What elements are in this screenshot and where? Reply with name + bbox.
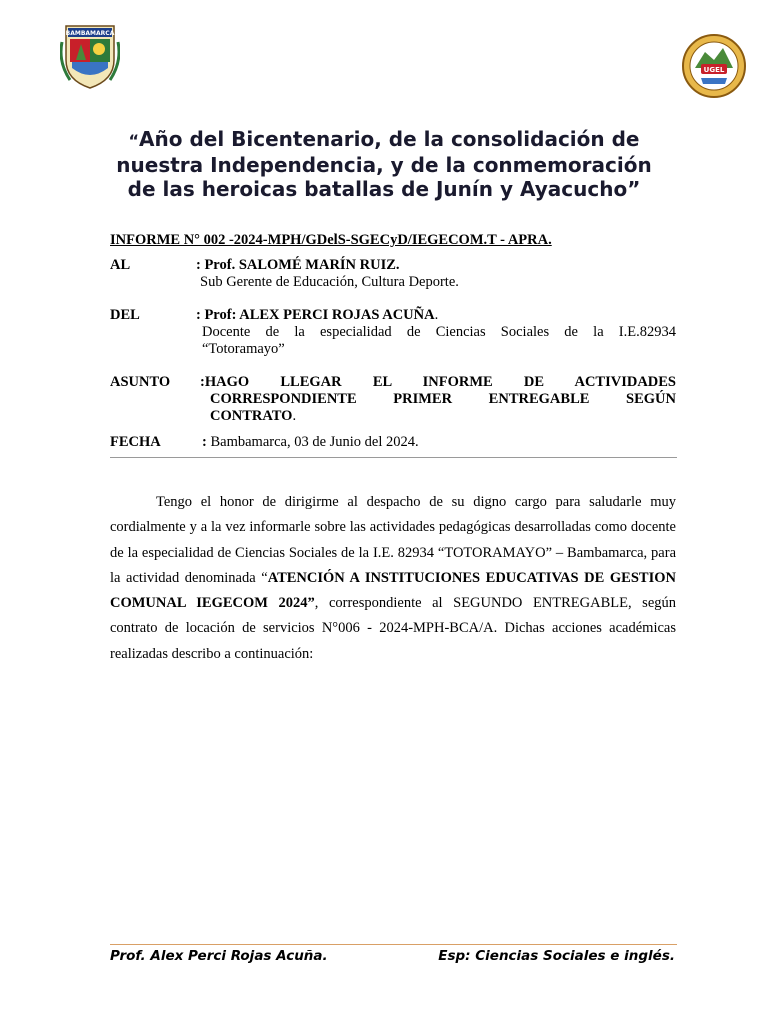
del-sender-position-line1: Docente de la especialidad de Ciencias Sociales de la I.E.82934 — [202, 324, 676, 340]
header-divider — [110, 457, 677, 458]
body-text-part2: , correspondiente al SEGUNDO ENTREGABLE, según contrato de locación de servicios N°006 - 2024-MPH-BCA/A. Dichas acciones académicas realizadas describo a continuación: — [110, 595, 677, 662]
motto-close-quote: ” — [627, 177, 641, 201]
fecha-date-text: Bambamarca, 03 de Junio del 2024. — [206, 434, 419, 450]
al-recipient-position: Sub Gerente de Educación, Cultura Deporte. — [200, 274, 459, 290]
del-sender-name-period: . — [434, 307, 439, 323]
asunto-line3 — [210, 408, 296, 425]
footer-specialty: Esp: Ciencias Sociales e inglés. — [438, 948, 675, 964]
informe-title: INFORME N° 002 -2024-MPH/GDelS-SGECyD/IEGECOM.T - APRA. — [110, 232, 552, 248]
fecha-label: FECHA — [110, 434, 161, 450]
asunto-label: ASUNTO — [110, 374, 171, 390]
del-sender-position-line2: “Totoramayo” — [202, 341, 285, 357]
body-activity-name: ATENCIÓN A INSTITUCIONES EDUCATIVAS DE GESTION COMUNAL IEGECOM 2024” — [110, 569, 676, 612]
del-sender-name — [196, 307, 438, 324]
footer-author: Prof. Alex Perci Rojas Acuña. — [110, 948, 328, 964]
footer-divider — [110, 944, 677, 945]
motto-open-quote: “ — [128, 131, 140, 150]
asunto-line3-period: . — [292, 408, 297, 424]
motto-text: Año del Bicentenario, de la consolidación de nuestra Independencia, y de la conmemoración de las heroicas batallas de Junín y Ayacucho — [116, 127, 652, 201]
seal-banner-text: BAMBAMARCA — [65, 30, 115, 37]
body-text-part1: Tengo el honor de dirigirme al despacho de su digno cargo para saludarle muy cordialmente y a la vez informarle sobre las actividades pedagógicas desarrolladas como docente de la especialidad de Ciencias Sociales de la I.E. 82934 “TOTORAMAYO” – Bambamarca, para la actividad denominada “ — [110, 494, 676, 586]
del-label: DEL — [110, 307, 140, 323]
del-sender-name-bold: : Prof: ALEX PERCI ROJAS ACUÑA — [196, 307, 435, 323]
year-motto-heading — [100, 127, 668, 201]
al-recipient-name: : Prof. SALOMÉ MARÍN RUIZ. — [196, 257, 400, 273]
fecha-colon: : — [202, 434, 207, 450]
asunto-line1: :HAGO LLEGAR EL INFORME DE ACTIVIDADES — [200, 374, 676, 390]
ugel-seal-logo — [681, 30, 747, 102]
fecha-value — [202, 434, 419, 451]
body-paragraph — [110, 490, 676, 667]
asunto-line2: CORRESPONDIENTE PRIMER ENTREGABLE SEGÚN — [210, 391, 676, 407]
asunto-line3-bold: CONTRATO — [210, 408, 293, 424]
seal-center-text: UGEL — [703, 66, 725, 74]
bambamarca-seal-logo — [60, 22, 120, 90]
al-label: AL — [110, 257, 131, 273]
